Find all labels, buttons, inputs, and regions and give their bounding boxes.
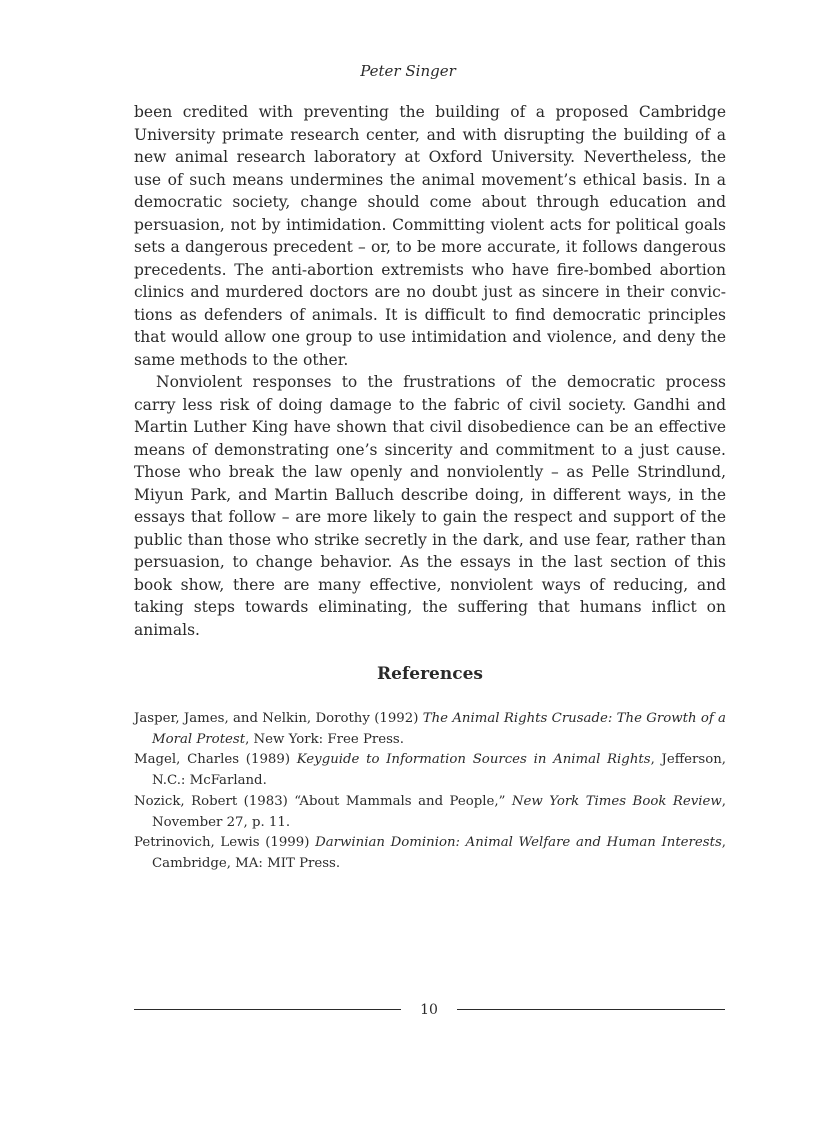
reference-title: Darwinian Dominion: Animal Welfare and Human Interests: [315, 835, 722, 851]
reference-item: [134, 709, 726, 750]
reference-item: [134, 750, 726, 791]
page-number: 10: [420, 1002, 438, 1018]
reference-publisher: , Cambridge, MA: MIT Press.: [152, 835, 726, 871]
paragraph: Nonviolent responses to the frustrations of the democratic process carry less risk of doing damage to the fabric of civil society. Gandhi and Martin Luther King have shown that civil disobedience can be an effective means of demonstrating one’s sincerity and commitment to a just cause. Those who break the law openly and nonviolently – as Pelle Strindlund, Miyun Park, and Martin Balluch describe doing, in different ways, in the essays that follow – are more likely to gain the respect and support of the public than those who strike secretly in the dark, and use fear, rather than persuasion, to change behavior. As the essays in the last section of this book show, there are many effective, nonviolent ways of reducing, and taking steps towards eliminating, the suffering that humans inflict on animals.: [134, 373, 726, 639]
reference-author: Jasper, James, and Nelkin, Dorothy (1992): [134, 711, 423, 726]
reference-item: [134, 833, 726, 874]
reference-publisher: , Jefferson, N.C.: McFarland.: [152, 752, 726, 789]
reference-author: Petrinovich, Lewis (1999): [134, 835, 316, 851]
references-heading: References: [377, 664, 483, 684]
paragraph: been credited with preventing the building of a proposed Cambridge University primate research center, and with disrupting the building of a new animal research laboratory at Oxford University. Nevertheless, the use of such means undermines the animal movement’s ethical basis. In a democratic society, change should come about through education and persuasion, not by intimidation. Committing violent acts for political goals sets a dangerous precedent – or, to be more accurate, it follows dangerous precedents. The anti-abortion extremists who have fire-bombed abortion clinics and murdered doctors are no doubt just as sincere in their convictions as defenders of animals. It is difficult to find democratic principles that would allow one group to use intimidation and violence, and deny the same methods to the other.: [134, 103, 726, 369]
reference-item: [134, 792, 726, 833]
footer-rule-right: [457, 1009, 725, 1010]
reference-author: Nozick, Robert (1983) “About Mammals and People,”: [134, 793, 512, 809]
reference-title: The Animal Rights Crusade: The Growth of a Moral Protest: [152, 711, 726, 747]
reference-publisher: , New York: Free Press.: [245, 731, 404, 747]
body-text: [134, 101, 726, 641]
reference-title: New York Times Book Review: [511, 793, 722, 809]
running-head: Peter Singer: [360, 62, 456, 80]
references-list: [134, 709, 726, 875]
reference-author: Magel, Charles (1989): [134, 752, 297, 768]
reference-title: Keyguide to Information Sources in Animal Rights: [296, 752, 651, 768]
footer-rule-left: [134, 1009, 401, 1010]
reference-publisher: , November 27, p. 11.: [152, 793, 726, 830]
